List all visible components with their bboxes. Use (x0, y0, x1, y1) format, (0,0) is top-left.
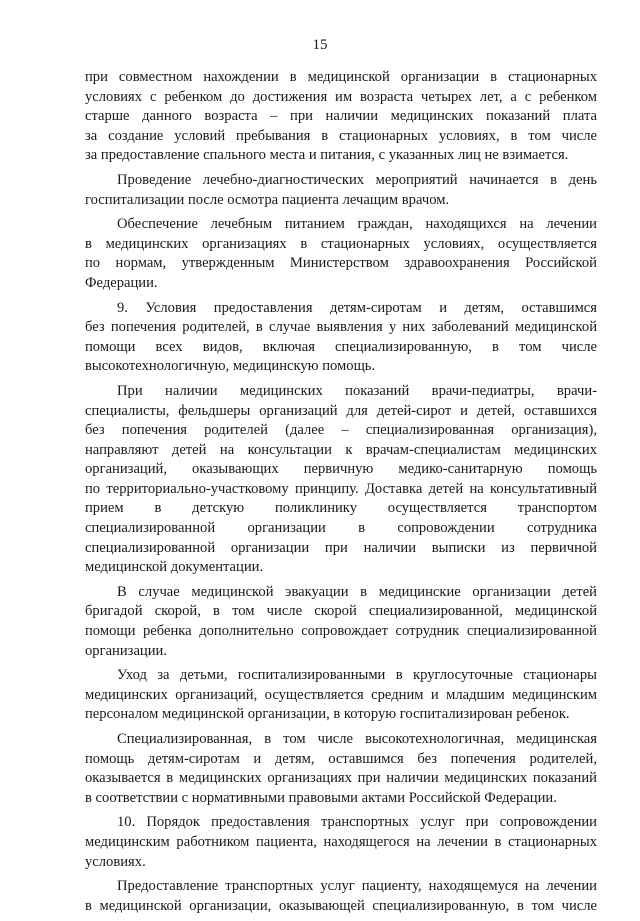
text-line: специализированной организации при наличии выписки из первичной (85, 539, 597, 556)
text-line: организаций, оказывающих первичную медико-санитарную помощь (85, 461, 597, 478)
text-line: направляют детей на консультации к врачам-специалистам медицинских (85, 441, 597, 458)
text-line: медицинским работником пациента, находящегося на лечении в стационарных (85, 833, 597, 850)
paragraph (85, 583, 597, 661)
paragraph (85, 68, 597, 166)
paragraph (85, 382, 597, 578)
text-line: прием в детскую поликлинику осуществляется транспортом (85, 500, 597, 517)
text-line: по территориально-участковому принципу. Доставка детей на консультативный (85, 480, 597, 497)
text-line: Федерации. (85, 274, 158, 291)
text-line: специализированной организации в сопровождении сотрудника (85, 520, 597, 537)
text-line: В случае медицинской эвакуации в медицинские организации детей (117, 583, 597, 600)
text-line: 10. Порядок предоставления транспортных услуг при сопровождении (117, 814, 597, 831)
paragraph (85, 171, 597, 210)
text-line: оказывается в медицинских организациях при наличии медицинских показаний (85, 770, 597, 787)
text-line: при совместном нахождении в медицинской организации в стационарных (85, 69, 597, 85)
text-line: без попечения родителей, в случае выявления у них заболеваний медицинской (85, 319, 597, 336)
text-line: персоналом медицинской организации, в которую госпитализирован ребенок. (85, 706, 570, 723)
text-line: в медицинской организации, оказывающей специализированную, в том числе (85, 897, 597, 914)
text-line: Специализированная, в том числе высокотехнологичная, медицинская (117, 731, 597, 747)
paragraph (85, 215, 597, 293)
text-line: помощи ребенка дополнительно сопровождает сотрудник специализированной (85, 623, 597, 640)
text-line: 9. Условия предоставления детям-сиротам и детям, оставшимся (117, 299, 597, 316)
text-line: без попечения родителей (далее – специализированная организация), (85, 422, 597, 439)
text-line: условиях. (85, 853, 146, 870)
text-line: Уход за детьми, госпитализированными в круглосуточные стационары (117, 667, 597, 684)
text-line: за создание условий пребывания в стационарных условиях, в том числе (85, 127, 597, 144)
text-line: помощь детям-сиротам и детям, оставшимся без попечения родителей, (85, 750, 597, 767)
text-line: помощи всех видов, включая специализированную, в том числе (85, 338, 597, 355)
text-line: условиях с ребенком до достижения им возраста четырех лет, а с ребенком (85, 88, 597, 105)
text-line: за предоставление спального места и питания, с указанных лиц не взимается. (85, 147, 569, 164)
paragraph (85, 877, 597, 916)
text-line: Проведение лечебно-диагностических мероприятий начинается в день (117, 171, 597, 188)
text-line: в медицинских организациях в стационарных условиях, осуществляется (85, 235, 597, 252)
paragraph (85, 666, 597, 725)
text-line: медицинской документации. (85, 559, 264, 576)
text-line: При наличии медицинских показаний врачи-педиатры, врачи- (117, 382, 597, 399)
text-line: специалисты, фельдшеры организаций для детей-сирот и детей, оставшихся (85, 402, 597, 419)
text-line: в соответствии с нормативными правовыми актами Российской Федерации. (85, 789, 557, 806)
text-line: старше данного возраста – при наличии медицинских показаний плата (85, 108, 597, 125)
text-line: организации. (85, 642, 167, 659)
paragraph (85, 730, 597, 808)
text-line: Предоставление транспортных услуг пациенту, находящемуся на лечении (117, 878, 597, 895)
document-body (85, 68, 597, 921)
text-line: медицинских организаций, осуществляется средним и младшим медицинским (85, 686, 597, 703)
paragraph (85, 299, 597, 377)
text-line: высокотехнологичную, медицинскую помощь. (85, 358, 376, 375)
text-line: по нормам, утвержденным Министерством здравоохранения Российской (85, 255, 597, 272)
text-line: бригадой скорой, в том числе скорой специализированной, медицинской (85, 603, 597, 620)
page-number: 15 (312, 37, 328, 53)
text-line: Обеспечение лечебным питанием граждан, находящихся на лечении (117, 216, 597, 233)
text-line: госпитализации после осмотра пациента лечащим врачом. (85, 191, 450, 208)
paragraph (85, 813, 597, 872)
